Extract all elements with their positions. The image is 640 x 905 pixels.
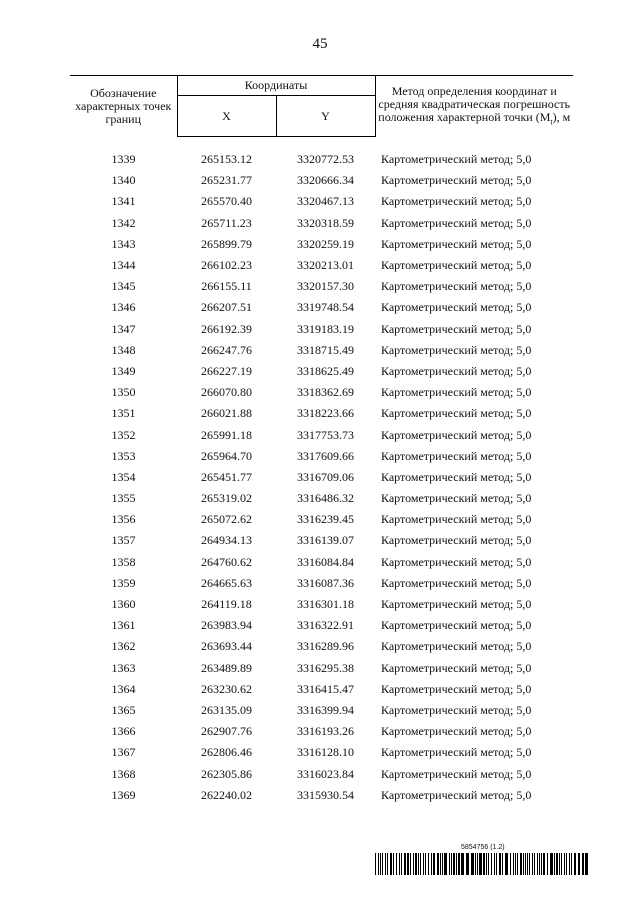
header-coordinates: Координаты: [177, 76, 375, 96]
barcode-bar: [387, 853, 388, 875]
cell-y: 3317753.73: [297, 427, 354, 442]
cell-point: 1340: [111, 173, 136, 188]
cell-x: 265231.77: [201, 173, 252, 188]
cell-method: Картометрический метод; 5,0: [381, 236, 532, 251]
table-row: [70, 382, 573, 403]
barcode-bar: [488, 853, 489, 875]
cell-x: 264119.18: [201, 597, 252, 612]
table-row: [70, 213, 573, 234]
coordinates-table: [70, 75, 573, 806]
table-row: [70, 446, 573, 467]
cell-y: 3316139.07: [297, 533, 354, 548]
cell-y: 3320467.13: [297, 194, 354, 209]
barcode-bar: [561, 853, 562, 875]
barcode-bar: [496, 853, 497, 875]
cell-x: 265072.62: [201, 512, 252, 527]
cell-method: Картометрический метод; 5,0: [381, 151, 532, 166]
cell-point: 1366: [111, 724, 136, 739]
barcode-bar: [486, 853, 487, 875]
page-number: 45: [312, 36, 328, 52]
table-row: [70, 340, 573, 361]
barcode-bar: [529, 853, 530, 875]
barcode-bar: [380, 853, 381, 875]
cell-point: 1355: [111, 491, 136, 506]
barcode-bar: [407, 853, 409, 875]
cell-y: 3316128.10: [297, 745, 354, 760]
cell-x: 265451.77: [201, 469, 252, 484]
table-row: [70, 403, 573, 424]
cell-point: 1347: [111, 321, 136, 336]
cell-y: 3316322.91: [297, 618, 354, 633]
barcode-bar: [510, 853, 511, 875]
cell-y: 3318715.49: [297, 342, 354, 357]
cell-y: 3316415.47: [297, 681, 354, 696]
barcode-bar: [431, 853, 432, 875]
barcode-bar: [574, 853, 576, 875]
cell-point: 1359: [111, 575, 136, 590]
table-row: [70, 297, 573, 318]
cell-y: 3320318.59: [297, 215, 354, 230]
cell-point: 1369: [111, 787, 136, 802]
barcode-bar: [428, 853, 429, 875]
cell-y: 3320213.01: [297, 258, 354, 273]
cell-point: 1367: [111, 745, 136, 760]
barcode-bar: [378, 853, 379, 875]
cell-method: Картометрический метод; 5,0: [381, 342, 532, 357]
barcode-bar: [564, 853, 565, 875]
cell-point: 1356: [111, 512, 136, 527]
cell-x: 266192.39: [201, 321, 252, 336]
cell-y: 3316239.45: [297, 512, 354, 527]
barcode-graphic: [375, 853, 589, 875]
table-row: [70, 255, 573, 276]
cell-point: 1351: [111, 406, 136, 421]
table-row: [70, 234, 573, 255]
barcode-bar: [399, 853, 400, 875]
barcode-bar: [513, 853, 514, 875]
cell-y: 3316295.38: [297, 660, 354, 675]
cell-point: 1358: [111, 554, 136, 569]
cell-x: 263230.62: [201, 681, 252, 696]
cell-method: Картометрический метод; 5,0: [381, 639, 532, 654]
barcode-bar: [479, 853, 482, 875]
barcode-bar: [385, 853, 386, 875]
barcode-bar: [437, 853, 439, 875]
cell-method: Картометрический метод; 5,0: [381, 300, 532, 315]
cell-method: Картометрический метод; 5,0: [381, 469, 532, 484]
table-row: [70, 509, 573, 530]
barcode-bar: [425, 853, 426, 875]
barcode-bar: [566, 853, 567, 875]
barcode-bar: [585, 853, 588, 875]
barcode-bar: [556, 853, 558, 875]
barcode-bar: [433, 853, 435, 875]
cell-point: 1360: [111, 597, 136, 612]
barcode-bar: [502, 853, 503, 875]
cell-method: Картометрический метод; 5,0: [381, 491, 532, 506]
barcode-bar: [390, 853, 392, 875]
header-method: [375, 76, 573, 137]
cell-y: 3316193.26: [297, 724, 354, 739]
cell-y: 3316301.18: [297, 597, 354, 612]
cell-method: Картометрический метод; 5,0: [381, 766, 532, 781]
cell-method: Картометрический метод; 5,0: [381, 427, 532, 442]
cell-method: Картометрический метод; 5,0: [381, 597, 532, 612]
cell-x: 263489.89: [201, 660, 252, 675]
table-row: [70, 742, 573, 763]
barcode-bar: [410, 853, 411, 875]
cell-x: 266102.23: [201, 258, 252, 273]
cell-point: 1352: [111, 427, 136, 442]
barcode-bar: [525, 853, 526, 875]
cell-method: Картометрический метод; 5,0: [381, 575, 532, 590]
barcode-bar: [382, 853, 383, 875]
cell-method: Картометрический метод; 5,0: [381, 681, 532, 696]
table-row: [70, 573, 573, 594]
header-point-designation: Обозначение характерных точек границ: [70, 76, 177, 137]
cell-y: 3319748.54: [297, 300, 354, 315]
barcode-bar: [550, 853, 553, 875]
barcode-bar: [505, 853, 508, 875]
cell-y: 3318362.69: [297, 385, 354, 400]
cell-x: 264760.62: [201, 554, 252, 569]
table-row: [70, 361, 573, 382]
cell-point: 1349: [111, 363, 136, 378]
cell-x: 266070.80: [201, 385, 252, 400]
cell-method: Картометрический метод; 5,0: [381, 533, 532, 548]
barcode-bar: [523, 853, 524, 875]
cell-x: 266155.11: [201, 279, 252, 294]
table-row: [70, 191, 573, 212]
cell-method: Картометрический метод; 5,0: [381, 618, 532, 633]
barcode-bar: [517, 853, 518, 875]
cell-point: 1365: [111, 702, 136, 717]
table-row: [70, 636, 573, 657]
cell-point: 1348: [111, 342, 136, 357]
barcode-bar: [527, 853, 528, 875]
cell-y: 3316399.94: [297, 702, 354, 717]
barcode-bar: [449, 853, 450, 875]
cell-x: 262305.86: [201, 766, 252, 781]
cell-point: 1346: [111, 300, 136, 315]
barcode-bar: [458, 853, 460, 875]
cell-x: 263693.44: [201, 639, 252, 654]
cell-point: 1344: [111, 258, 136, 273]
barcode-bar: [537, 853, 538, 875]
header-method-main: Метод определения координат и средняя квадратическая погрешность положения характерной точки (M: [378, 83, 571, 124]
barcode-bar: [420, 853, 421, 875]
cell-x: 266247.76: [201, 342, 252, 357]
table-row: [70, 170, 573, 191]
barcode-bar: [515, 853, 516, 875]
barcode-bar: [461, 853, 464, 875]
cell-method: Картометрический метод; 5,0: [381, 554, 532, 569]
cell-y: 3320259.19: [297, 236, 354, 251]
cell-method: Картометрический метод; 5,0: [381, 660, 532, 675]
header-y: Y: [276, 96, 375, 137]
cell-x: 264665.63: [201, 575, 252, 590]
barcode-bar: [442, 853, 443, 875]
cell-y: 3316289.96: [297, 639, 354, 654]
table-body: [70, 137, 573, 806]
barcode-bar: [547, 853, 548, 875]
barcode-bar: [423, 853, 424, 875]
barcode-bar: [415, 853, 417, 875]
barcode-bar: [456, 853, 457, 875]
table-row: [70, 276, 573, 297]
cell-y: 3320772.53: [297, 152, 354, 167]
barcode-bar: [418, 853, 419, 875]
barcode-bar: [578, 853, 580, 875]
cell-x: 265153.12: [201, 152, 252, 167]
barcode-bar: [451, 853, 452, 875]
cell-point: 1339: [111, 151, 136, 166]
barcode-bar: [413, 853, 414, 875]
cell-x: 265711.23: [201, 215, 252, 230]
cell-method: Картометрический метод; 5,0: [381, 194, 532, 209]
cell-y: 3318625.49: [297, 363, 354, 378]
cell-y: 3316087.36: [297, 575, 354, 590]
barcode-bar: [444, 853, 447, 875]
cell-method: Картометрический метод; 5,0: [381, 512, 532, 527]
barcode-bar: [539, 853, 540, 875]
barcode-bar: [532, 853, 533, 875]
cell-y: 3319183.19: [297, 321, 354, 336]
cell-method: Картометрический метод; 5,0: [381, 724, 532, 739]
barcode-bar: [559, 853, 560, 875]
barcode-bar: [393, 853, 394, 875]
cell-method: Картометрический метод; 5,0: [381, 787, 532, 802]
table-row: [70, 488, 573, 509]
table-row: [70, 700, 573, 721]
cell-method: Картометрический метод; 5,0: [381, 215, 532, 230]
cell-point: 1341: [111, 194, 136, 209]
barcode-bar: [554, 853, 555, 875]
barcode-bar: [404, 853, 406, 875]
cell-x: 265319.02: [201, 491, 252, 506]
cell-x: 262907.76: [201, 724, 252, 739]
table-row: [70, 658, 573, 679]
cell-y: 3315930.54: [297, 787, 354, 802]
cell-y: 3316486.32: [297, 491, 354, 506]
cell-x: 265991.18: [201, 427, 252, 442]
cell-method: Картометрический метод; 5,0: [381, 702, 532, 717]
barcode-bar: [534, 853, 535, 875]
cell-point: 1364: [111, 681, 136, 696]
table-row: [70, 615, 573, 636]
table-row: [70, 467, 573, 488]
cell-point: 1363: [111, 660, 136, 675]
table-row: [70, 679, 573, 700]
barcode-bar: [494, 853, 495, 875]
barcode-bar: [477, 853, 478, 875]
cell-y: 3317609.66: [297, 448, 354, 463]
cell-x: 266227.19: [201, 363, 252, 378]
cell-y: 3316023.84: [297, 766, 354, 781]
cell-point: 1357: [111, 533, 136, 548]
header-method-sub: t: [550, 116, 553, 126]
barcode-bar: [396, 853, 397, 875]
cell-x: 263983.94: [201, 618, 252, 633]
barcode-bar: [582, 853, 584, 875]
cell-point: 1353: [111, 448, 136, 463]
cell-x: 266207.51: [201, 300, 252, 315]
cell-method: Картометрический метод; 5,0: [381, 385, 532, 400]
barcode-bar: [475, 853, 476, 875]
cell-point: 1361: [111, 618, 136, 633]
cell-point: 1350: [111, 385, 136, 400]
cell-x: 262806.46: [201, 745, 252, 760]
cell-x: 264934.13: [201, 533, 252, 548]
cell-method: Картометрический метод; 5,0: [381, 745, 532, 760]
barcode-bar: [520, 853, 522, 875]
cell-method: Картометрический метод; 5,0: [381, 173, 532, 188]
header-x: X: [177, 96, 276, 137]
table-row: [70, 319, 573, 340]
barcode-bar: [541, 853, 542, 875]
barcode-bar: [453, 853, 455, 875]
cell-method: Картометрический метод; 5,0: [381, 363, 532, 378]
cell-y: 3318223.66: [297, 406, 354, 421]
cell-point: 1362: [111, 639, 136, 654]
barcode-bar: [571, 853, 572, 875]
table-row: [70, 424, 573, 445]
table-row: [70, 552, 573, 573]
cell-y: 3316709.06: [297, 469, 354, 484]
cell-x: 263135.09: [201, 702, 252, 717]
cell-method: Картометрический метод; 5,0: [381, 258, 532, 273]
table-row: [70, 721, 573, 742]
barcode-bar: [466, 853, 469, 875]
barcode-bar: [483, 853, 485, 875]
cell-y: 3320666.34: [297, 173, 354, 188]
cell-method: Картометрический метод; 5,0: [381, 406, 532, 421]
barcode-label: 5854756 (1.2): [461, 844, 505, 851]
cell-method: Картометрический метод; 5,0: [381, 279, 532, 294]
cell-x: 265899.79: [201, 236, 252, 251]
barcode-bar: [375, 853, 376, 875]
table-row: [70, 594, 573, 615]
cell-method: Картометрический метод; 5,0: [381, 321, 532, 336]
table-row: [70, 785, 573, 806]
table-row: [70, 530, 573, 551]
cell-y: 3320157.30: [297, 279, 354, 294]
cell-x: 266021.88: [201, 406, 252, 421]
cell-x: 265964.70: [201, 448, 252, 463]
barcode-bar: [543, 853, 545, 875]
cell-point: 1343: [111, 236, 136, 251]
table-row: [70, 137, 573, 171]
barcode-bar: [440, 853, 441, 875]
header-method-tail: ), м: [552, 109, 571, 124]
cell-point: 1342: [111, 215, 136, 230]
cell-point: 1368: [111, 766, 136, 781]
cell-x: 262240.02: [201, 787, 252, 802]
barcode-bar: [471, 853, 474, 875]
cell-y: 3316084.84: [297, 554, 354, 569]
barcode-bar: [499, 853, 501, 875]
barcode-bar: [569, 853, 570, 875]
cell-method: Картометрический метод; 5,0: [381, 448, 532, 463]
table-row: [70, 763, 573, 784]
cell-point: 1354: [111, 469, 136, 484]
barcode-bar: [401, 853, 402, 875]
cell-point: 1345: [111, 279, 136, 294]
cell-x: 265570.40: [201, 194, 252, 209]
barcode-bar: [491, 853, 492, 875]
